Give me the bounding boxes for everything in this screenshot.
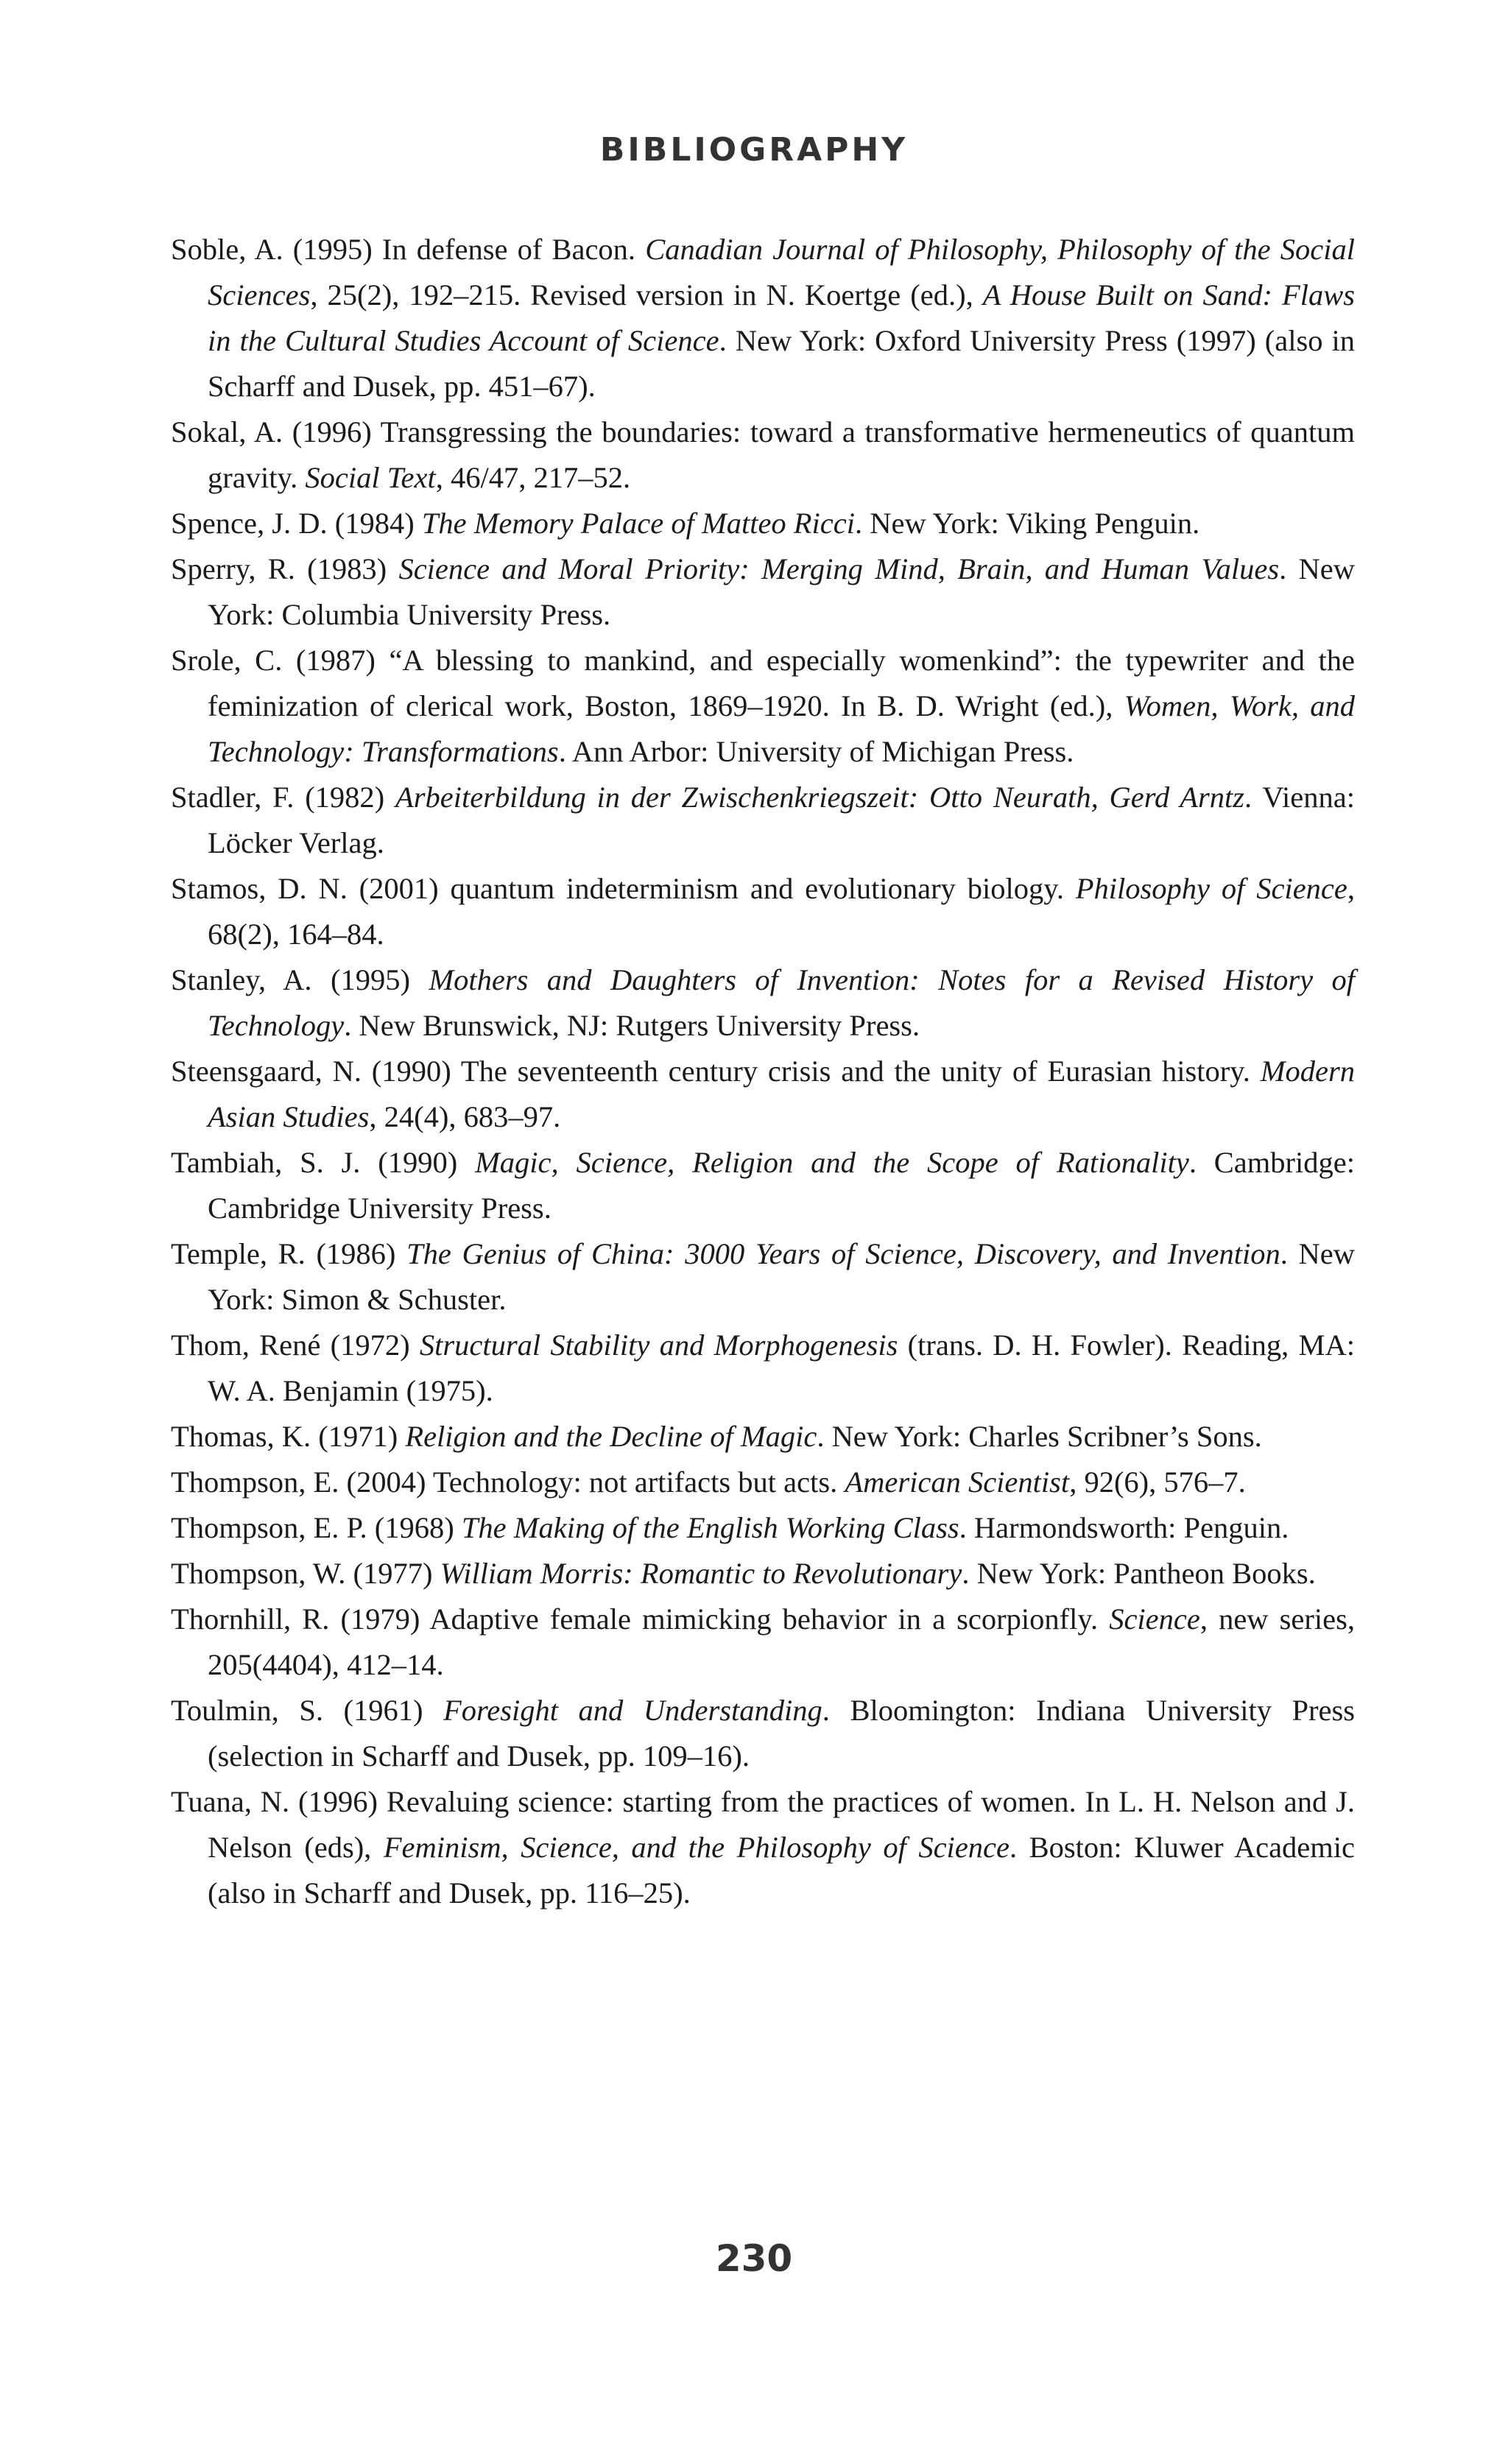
bibliography-entry: Tuana, N. (1996) Revaluing science: starting from the practices of women. In L. H. Nelson and J. Nelson (eds), Feminism, Science, and the Philosophy of Science. Boston: Kluwer Academic (also in Scharff and Dusek, pp. 116–25). [171, 1785, 1356, 1909]
bibliography-entry: Stadler, F. (1982) Arbeiterbildung in der Zwischenkriegszeit: Otto Neurath, Gerd Arntz. Vienna: Löcker Verlag. [171, 781, 1355, 859]
bibliography-entry: Tambiah, S. J. (1990) Magic, Science, Religion and the Scope of Rationality. Cambridge: Cambridge University Press. [171, 1146, 1356, 1225]
running-head-title: BIBLIOGRAPHY [599, 131, 909, 169]
bibliography-list [171, 227, 1355, 1916]
bibliography-entry: Thom, René (1972) Structural Stability and Morphogenesis (trans. D. H. Fowler). Reading, MA: W. A. Benjamin (1975). [171, 1328, 1355, 1407]
bibliography-entry: Soble, A. (1995) In defense of Bacon. Canadian Journal of Philosophy, Philosophy of the Social Sciences, 25(2), 192–215. Revised version in N. Koertge (ed.), A House Built on Sand: Flaws in the Cultural Studies Account of Science. New York: Oxford University Press (1997) (also in Scharff and Dusek, pp. 451–67). [171, 233, 1355, 403]
bibliography-entry: Stanley, A. (1995) Mothers and Daughters of Invention: Notes for a Revised History of Technology. New Brunswick, NJ: Rutgers University Press. [171, 963, 1355, 1042]
page-number: 230 [715, 2237, 793, 2280]
bibliography-entry: Srole, C. (1987) “A blessing to mankind, and especially womenkind”: the typewriter and the feminization of clerical work, Boston, 1869–1920. In B. D. Wright (ed.), Women, Work, and Technology: Transformations. Ann Arbor: University of Michigan Press. [171, 644, 1356, 768]
bibliography-entry: Toulmin, S. (1961) Foresight and Understanding. Bloomington: Indiana University Press (selection in Scharff and Dusek, pp. 109–16). [171, 1694, 1355, 1773]
bibliography-entry: Thompson, W. (1977) William Morris: Romantic to Revolutionary. New York: Pantheon Books. [171, 1557, 1316, 1590]
bibliography-entry: Thompson, E. (2004) Technology: not artifacts but acts. American Scientist, 92(6), 576–7. [171, 1465, 1246, 1499]
bibliography-entry: Stamos, D. N. (2001) quantum indeterminism and evolutionary biology. Philosophy of Science, 68(2), 164–84. [171, 872, 1355, 951]
bibliography-entry: Temple, R. (1986) The Genius of China: 3000 Years of Science, Discovery, and Invention. New York: Simon & Schuster. [171, 1237, 1355, 1316]
bibliography-entry: Steensgaard, N. (1990) The seventeenth century crisis and the unity of Eurasian history. Modern Asian Studies, 24(4), 683–97. [171, 1055, 1355, 1133]
bibliography-entry: Thompson, E. P. (1968) The Making of the English Working Class. Harmondsworth: Penguin. [171, 1511, 1289, 1544]
bibliography-entry: Thornhill, R. (1979) Adaptive female mimicking behavior in a scorpionfly. Science, new series, 205(4404), 412–14. [171, 1602, 1355, 1681]
bibliography-entry: Sokal, A. (1996) Transgressing the boundaries: toward a transformative hermeneutics of quantum gravity. Social Text, 46/47, 217–52. [171, 415, 1355, 494]
bibliography-entry: Sperry, R. (1983) Science and Moral Priority: Merging Mind, Brain, and Human Values. New York: Columbia University Press. [171, 552, 1355, 631]
bibliography-entry: Spence, J. D. (1984) The Memory Palace of Matteo Ricci. New York: Viking Penguin. [171, 507, 1200, 540]
bibliography-entry: Thomas, K. (1971) Religion and the Decline of Magic. New York: Charles Scribner’s Sons. [171, 1420, 1262, 1453]
